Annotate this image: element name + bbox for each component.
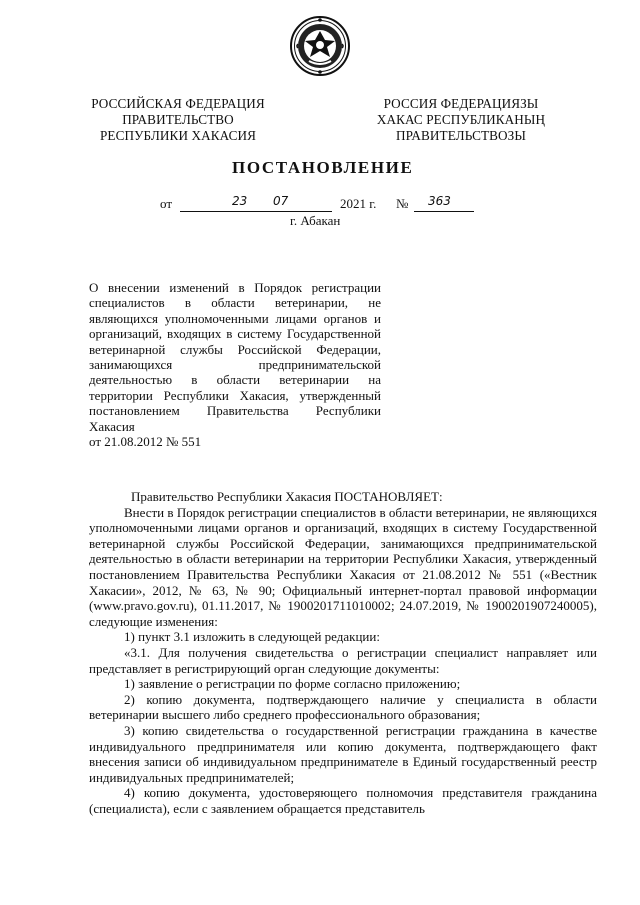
subject-text: О внесении изменений в Порядок регистрации специалистов в области ветеринарии, не являющихся уполномоченными лицами органов и организаций, входящих в систему Государственной ветеринарной службы Российской Федерации, занимающихся предпринимательской деятельностью в области ветеринарии на территории Республики Хакасия, утвержденный постановлением Правительства Республики Хакасия <box>89 280 381 434</box>
header-left-line-2: ПРАВИТЕЛЬСТВО <box>122 112 234 127</box>
coat-of-arms-emblem <box>289 14 351 78</box>
body-paragraph-3: «3.1. Для получения свидетельства о регистрации специалист направляет или представляет в регистрирующий орган следующие документы: <box>89 644 597 676</box>
subject-block <box>89 280 381 449</box>
document-number: 363 <box>428 194 451 208</box>
body-paragraph-4: 1) заявление о регистрации по форме согласно приложению; <box>124 676 461 692</box>
date-year: 2021 г. <box>340 196 377 211</box>
body-paragraph-6: 3) копию свидетельства о государственной регистрации гражданина в качестве индивидуального предпринимателя или копию документа, подтверждающего факт внесения записи об индивидуальном предпринимателе в Единый государственный реестр индивидуальных предпринимателей; <box>89 722 597 785</box>
date-underline <box>180 196 332 212</box>
date-day: 23 <box>232 194 248 208</box>
number-sign: № <box>396 196 409 211</box>
date-month: 07 <box>273 194 289 208</box>
body-intro: Правительство Республики Хакасия ПОСТАНОВЛЯЕТ: <box>131 489 443 504</box>
date-prefix: от <box>160 196 173 211</box>
body-paragraph-1: Внести в Порядок регистрации специалистов в области ветеринарии, не являющихся уполномоченными лицами органов и организаций, входящих в систему Государственной ветеринарной службы Российской Федерации, занимающихся предпринимательской деятельностью в области ветеринарии на территории Республики Хакасия, утвержденный постановлением Правительства Республики Хакасия от 21.08.2012 № 551 («Вестник Хакасии», 2012, № 63, № 90; Официальный интернет-портал правовой информации (www.pravo.gov.ru), 01.11.2017, № 1900201711010002; 24.07.2019, № 1900201907240005), следующие изменения: <box>89 504 597 629</box>
header-right <box>356 96 566 144</box>
header-right-line-2: ХАКАС РЕСПУБЛИКАНЫҢ <box>376 112 546 127</box>
header-left <box>78 96 278 144</box>
subject-last-line: от 21.08.2012 № 551 <box>89 434 202 450</box>
header-left-line-1: РОССИЙСКАЯ ФЕДЕРАЦИЯ <box>91 96 265 111</box>
document-title: ПОСТАНОВЛЕНИЕ <box>232 158 414 177</box>
body-paragraph-5: 2) копию документа, подтверждающего наличие у специалиста в области ветеринарии высшего либо среднего профессионального образования; <box>89 691 597 723</box>
body-paragraph-7: 4) копию документа, удостоверяющего полномочия представителя гражданина (специалиста), если с заявлением обращается представитель <box>89 785 597 816</box>
city: г. Абакан <box>290 213 341 228</box>
header-left-line-3: РЕСПУБЛИКИ ХАКАСИЯ <box>100 128 256 143</box>
body-text <box>89 489 597 816</box>
header-right-line-1: РОССИЯ ФЕДЕРАЦИЯЗЫ <box>383 96 539 111</box>
header-right-line-3: ПРАВИТЕЛЬСТВОЗЫ <box>396 128 526 143</box>
body-paragraph-2: 1) пункт 3.1 изложить в следующей редакции: <box>124 629 380 645</box>
